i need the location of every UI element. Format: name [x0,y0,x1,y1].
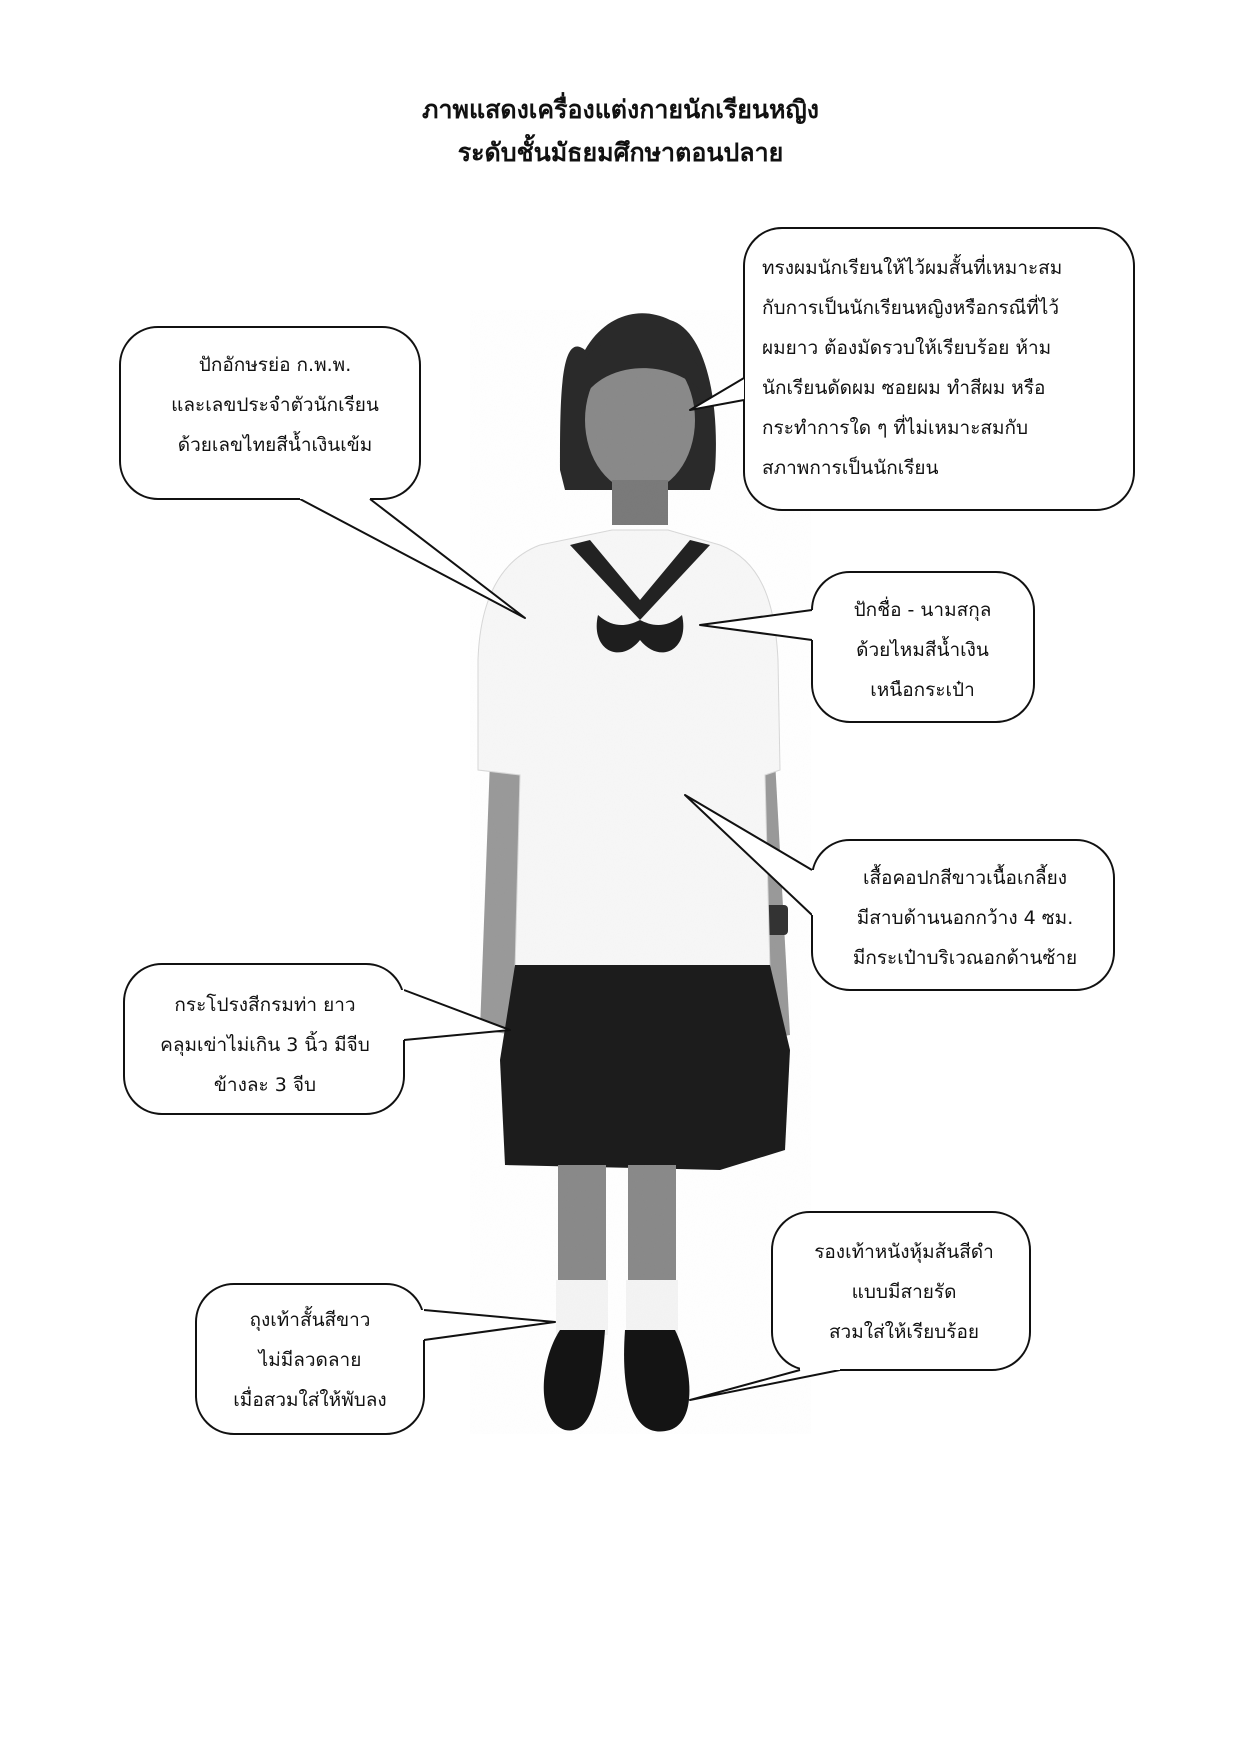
callout-socks-text [195,1300,425,1420]
callout-line: มีสาบด้านนอกกว้าง 4 ซม. [856,907,1074,929]
callout-line: ไม่มีลวดลาย [258,1349,362,1371]
callout-line: มีกระเป๋าบริเวณอกด้านซ้าย [852,947,1078,969]
callout-line: กระทำการใด ๆ ที่ไม่เหมาะสมกับ [762,417,1029,439]
callout-emblem-text [125,345,425,465]
callout-line: ปักอักษรย่อ ก.พ.พ. [198,354,352,376]
callout-name-text [815,590,1030,710]
callout-line: เหนือกระเป๋า [870,679,975,701]
callout-line: สภาพการเป็นนักเรียน [762,457,939,479]
callout-line: แบบมีสายรัด [851,1281,957,1303]
callout-line: ผมยาว ต้องมัดรวบให้เรียบร้อย ห้าม [762,337,1052,359]
page-subtitle: ระดับชั้นมัธยมศึกษาตอนปลาย [457,138,784,167]
callout-line: ข้างละ 3 จีบ [213,1074,317,1096]
callout-line: ด้วยเลขไทยสีน้ำเงินเข้ม [177,434,373,456]
callout-line: คลุมเข่าไม่เกิน 3 นิ้ว มีจีบ [160,1034,370,1056]
page-title: ภาพแสดงเครื่องแต่งกายนักเรียนหญิง [421,95,820,124]
callout-skirt-text [125,985,405,1105]
callout-line: นักเรียนดัดผม ซอยผม ทำสีผม หรือ [762,377,1046,399]
callout-line: รองเท้าหนังหุ้มส้นสีดำ [814,1241,994,1263]
callout-line: เสื้อคอปกสีขาวเนื้อเกลี้ยง [862,867,1068,889]
callout-hair-text [762,248,1122,488]
callout-line: กับการเป็นนักเรียนหญิงหรือกรณีที่ไว้ [762,297,1060,319]
callout-line: กระโปรงสีกรมท่า ยาว [174,994,356,1016]
callout-line: เมื่อสวมใส่ให้พับลง [233,1389,387,1411]
callout-line: ทรงผมนักเรียนให้ไว้ผมสั้นที่เหมาะสม [762,257,1063,279]
callout-line: สวมใส่ให้เรียบร้อย [828,1321,980,1343]
callout-line: ด้วยไหมสีน้ำเงิน [856,639,989,661]
callout-line: และเลขประจำตัวนักเรียน [171,394,379,416]
callout-line: ถุงเท้าสั้นสีขาว [249,1309,371,1331]
callout-shoes-text [773,1232,1035,1352]
callout-line: ปักชื่อ - นามสกุล [853,599,992,621]
callout-shirt-text [815,858,1115,978]
